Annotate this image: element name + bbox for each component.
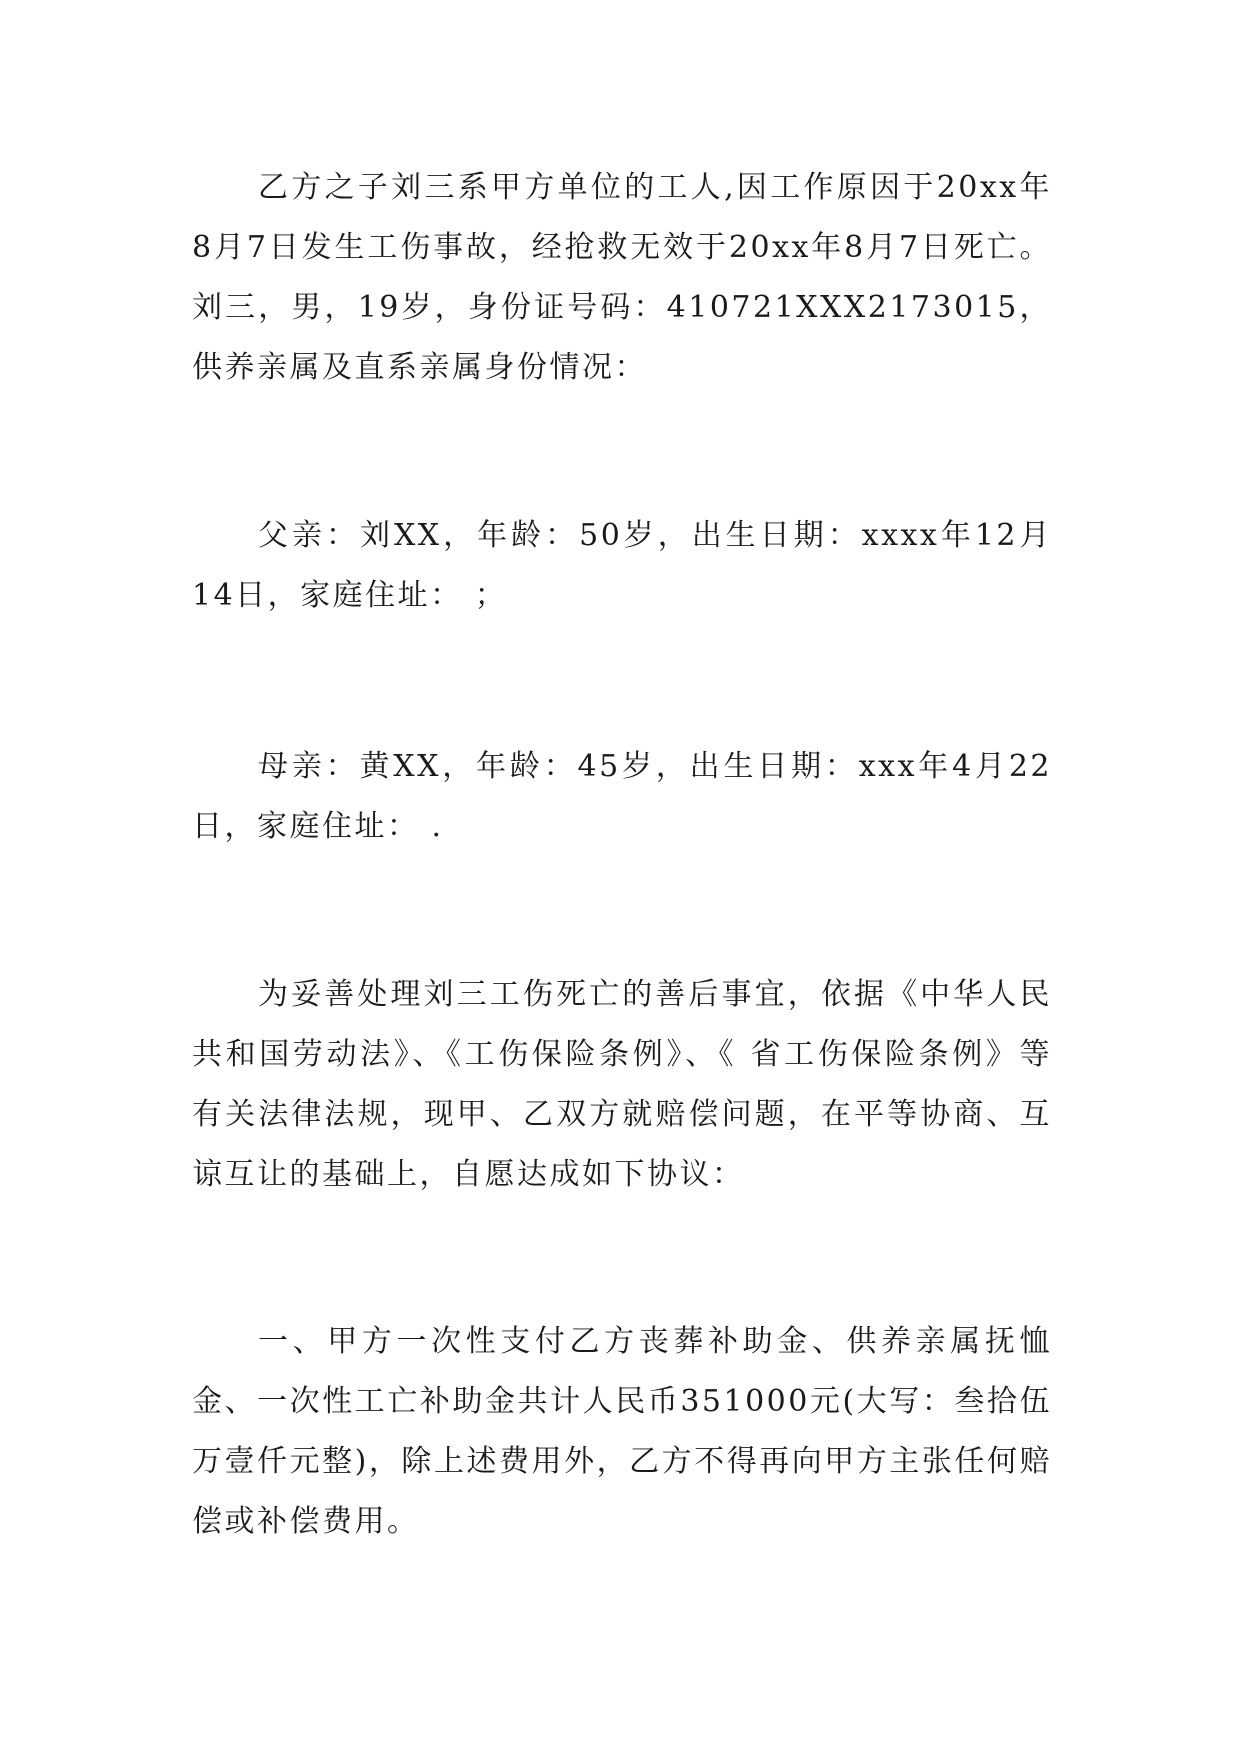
paragraph-deceased-info: 乙方之子刘三系甲方单位的工人,因工作原因于20xx年8月7日发生工伤事故，经抢救无效于20xx年8月7日死亡。刘三，男，19岁，身份证号码：410721XXX2173015，供养亲属及直系亲属身份情况： xyxy=(192,170,1052,385)
paragraph-father-info: 父亲：刘XX，年龄：50岁，出生日期：xxxx年12月14日，家庭住址： ； xyxy=(192,518,1052,613)
paragraph-clause-one: 一、甲方一次性支付乙方丧葬补助金、供养亲属抚恤金、一次性工亡补助金共计人民币351000元(大写：叁拾伍万壹仟元整)，除上述费用外，乙方不得再向甲方主张任何赔偿或补偿费用。 xyxy=(192,1324,1052,1539)
paragraph-legal-basis: 为妥善处理刘三工伤死亡的善后事宜，依据《中华人民共和国劳动法》、《工伤保险条例》、《 省工伤保险条例》等有关法律法规，现甲、乙双方就赔偿问题，在平等协商、互谅互让的基础上，自愿达成如下协议： xyxy=(192,977,1052,1192)
paragraph-mother-info: 母亲：黄XX，年龄：45岁，出生日期：xxx年4月22日，家庭住址： . xyxy=(192,749,1052,844)
